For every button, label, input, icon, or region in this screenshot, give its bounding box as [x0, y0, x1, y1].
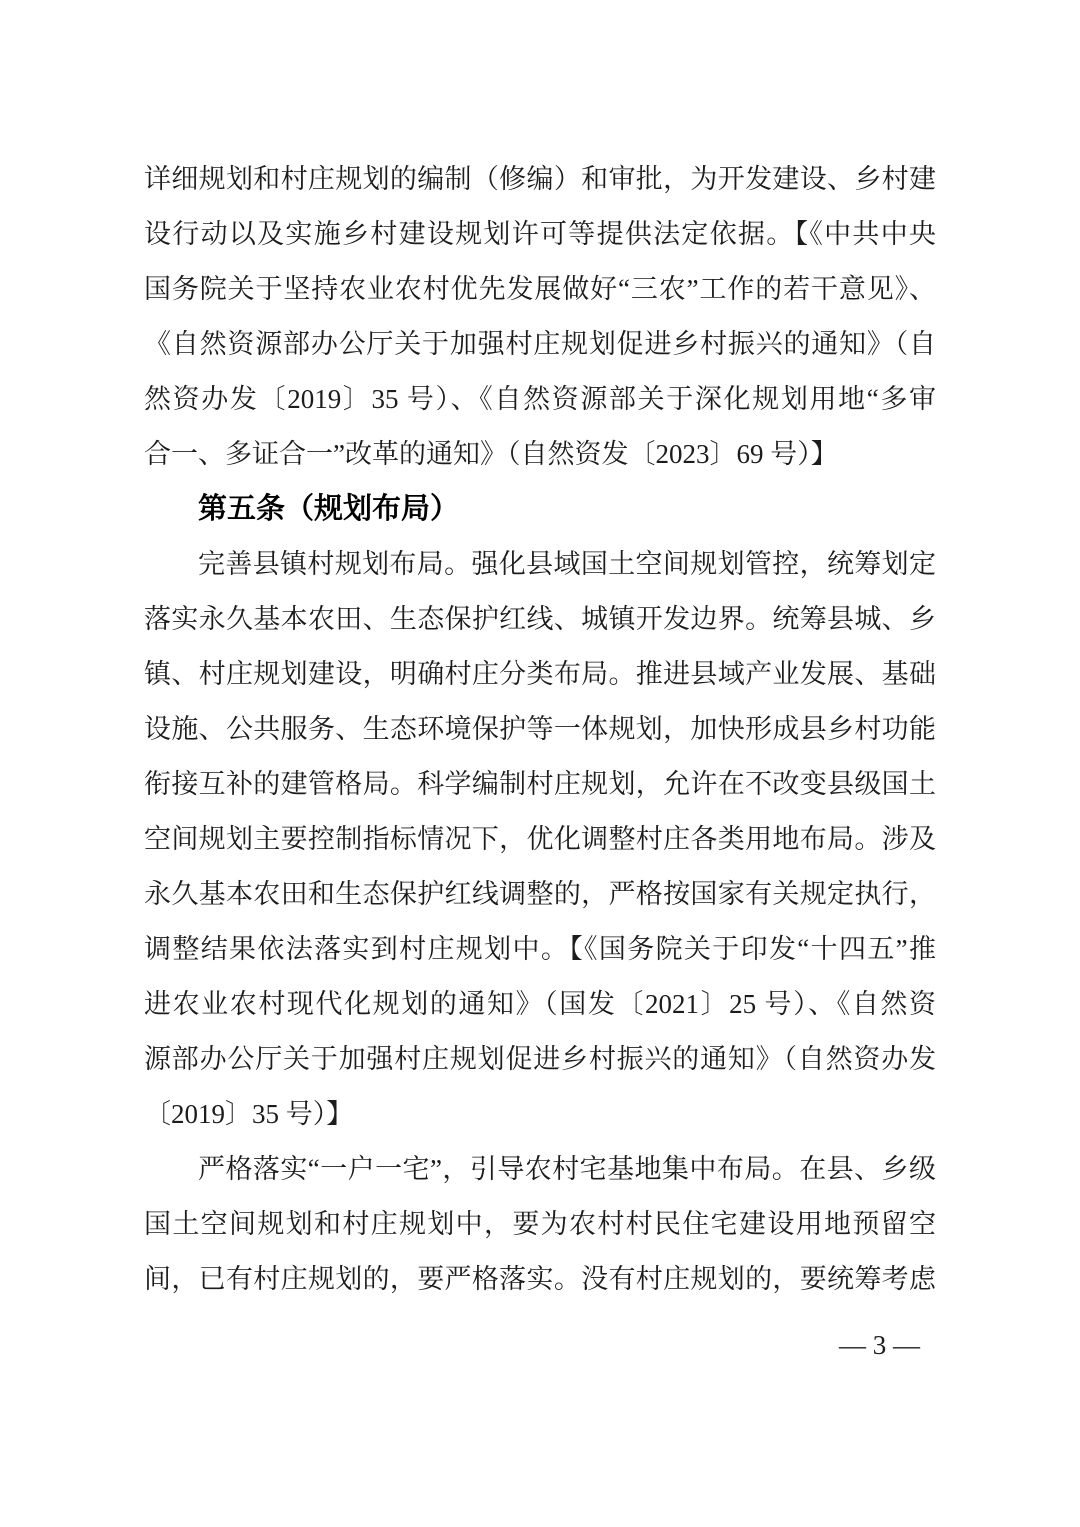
document-line: 《自然资源部办公厅关于加强村庄规划促进乡村振兴的通知》（自 [144, 329, 936, 359]
page-number: — 3 — [839, 1330, 920, 1360]
document-line: 衔接互补的建管格局。科学编制村庄规划，允许在不改变县级国土 [144, 769, 936, 799]
document-line: 源部办公厅关于加强村庄规划促进乡村振兴的通知》（自然资办发 [144, 1044, 936, 1074]
document-line: 然资办发〔2019〕35 号）、《自然资源部关于深化规划用地“多审 [144, 384, 936, 414]
document-line: 合一、多证合一”改革的通知》（自然资发〔2023〕69 号）】 [144, 439, 838, 469]
document-line: 〔2019〕35 号）】 [144, 1099, 354, 1129]
document-line: 镇、村庄规划建设，明确村庄分类布局。推进县域产业发展、基础 [144, 659, 936, 689]
document-line: 国务院关于坚持农业农村优先发展做好“三农”工作的若干意见》、 [144, 274, 936, 304]
document-text-block [144, 152, 936, 1307]
document-line: 国土空间规划和村庄规划中，要为农村村民住宅建设用地预留空 [144, 1209, 936, 1239]
article-5-heading: 第五条（规划布局） [198, 493, 460, 525]
document-line: 永久基本农田和生态保护红线调整的，严格按国家有关规定执行， [144, 879, 936, 909]
document-line: 调整结果依法落实到村庄规划中。【《国务院关于印发“十四五”推 [144, 934, 936, 964]
document-line: 严格落实“一户一宅”，引导农村宅基地集中布局。在县、乡级 [198, 1154, 936, 1184]
document-line: 详细规划和村庄规划的编制（修编）和审批，为开发建设、乡村建 [144, 164, 936, 194]
document-line: 进农业农村现代化规划的通知》（国发〔2021〕25 号）、《自然资 [144, 989, 936, 1019]
document-line: 完善县镇村规划布局。强化县域国土空间规划管控，统筹划定 [198, 549, 936, 579]
document-line: 设行动以及实施乡村建设规划许可等提供法定依据。【《中共中央 [144, 219, 936, 249]
document-line: 落实永久基本农田、生态保护红线、城镇开发边界。统筹县城、乡 [144, 604, 936, 634]
document-line: 设施、公共服务、生态环境保护等一体规划，加快形成县乡村功能 [144, 714, 936, 744]
document-line: 空间规划主要控制指标情况下，优化调整村庄各类用地布局。涉及 [144, 824, 936, 854]
document-line: 间，已有村庄规划的，要严格落实。没有村庄规划的，要统筹考虑 [144, 1264, 936, 1294]
